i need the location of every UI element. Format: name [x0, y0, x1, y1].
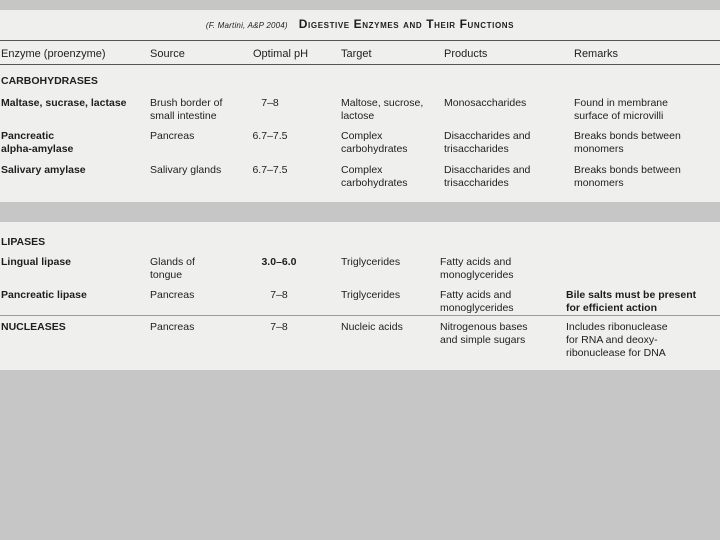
- header-enzyme: Enzyme (proenzyme): [1, 48, 106, 60]
- row-lingual-lipase-ph: 3.0–6.0: [261, 256, 297, 268]
- row-salivary-amylase-target: Complex carbohydrates: [341, 164, 408, 189]
- section-divider: [0, 315, 720, 316]
- header-products: Products: [444, 48, 488, 60]
- row-maltase-ph: 7–8: [261, 97, 279, 109]
- row-nucleases-products: Nitrogenous bases and simple sugars: [440, 321, 528, 346]
- row-nucleases-remarks: Includes ribonuclease for RNA and deoxy- ribonuclease for DNA: [566, 321, 668, 359]
- row-pancreatic-lipase-remarks: Bile salts must be present for efficient action: [566, 289, 697, 314]
- row-lingual-lipase-source: Glands of tongue: [150, 256, 195, 281]
- table-caption: [0, 17, 720, 31]
- section-lipases: LIPASES: [1, 236, 46, 248]
- row-nucleases-target: Nucleic acids: [341, 321, 403, 333]
- citation: (F. Martini, A&P 2004): [205, 21, 288, 30]
- row-salivary-amylase-remarks: Breaks bonds between monomers: [574, 164, 681, 189]
- row-maltase-remarks: Found in membrane surface of microvilli: [574, 97, 668, 122]
- section-carbohydrases: CARBOHYDRASES: [1, 75, 98, 87]
- section-nucleases: NUCLEASES: [1, 321, 66, 333]
- row-maltase-target: Maltose, sucrose, lactose: [341, 97, 424, 122]
- header-target: Target: [341, 48, 372, 60]
- row-lingual-lipase-target: Triglycerides: [341, 256, 401, 268]
- row-pancreatic-amylase-remarks: Breaks bonds between monomers: [574, 130, 681, 155]
- row-pancreatic-amylase-products: Disaccharides and trisaccharides: [444, 130, 531, 155]
- row-pancreatic-lipase-target: Triglycerides: [341, 289, 401, 301]
- row-pancreatic-amylase-target: Complex carbohydrates: [341, 130, 408, 155]
- header-top-rule: [0, 40, 720, 41]
- row-pancreatic-lipase-products: Fatty acids and monoglycerides: [440, 289, 514, 314]
- row-pancreatic-amylase-source: Pancreas: [150, 130, 195, 142]
- table-title: Digestive Enzymes and Their Functions: [298, 17, 515, 31]
- row-salivary-amylase-enzyme: Salivary amylase: [1, 164, 86, 176]
- row-pancreatic-amylase-ph: 6.7–7.5: [252, 130, 288, 142]
- row-salivary-amylase-ph: 6.7–7.5: [252, 164, 288, 176]
- row-maltase-source: Brush border of small intestine: [150, 97, 223, 122]
- row-salivary-amylase-source: Salivary glands: [150, 164, 222, 176]
- header-remarks: Remarks: [574, 48, 619, 60]
- row-nucleases-ph: 7–8: [270, 321, 288, 333]
- row-pancreatic-lipase-enzyme: Pancreatic lipase: [1, 289, 87, 301]
- row-nucleases-source: Pancreas: [150, 321, 195, 333]
- row-pancreatic-lipase-source: Pancreas: [150, 289, 195, 301]
- row-lingual-lipase-products: Fatty acids and monoglycerides: [440, 256, 514, 281]
- row-lingual-lipase-enzyme: Lingual lipase: [1, 256, 72, 268]
- row-pancreatic-lipase-ph: 7–8: [270, 289, 288, 301]
- row-salivary-amylase-products: Disaccharides and trisaccharides: [444, 164, 531, 189]
- row-maltase-products: Monosaccharides: [444, 97, 527, 109]
- header-source: Source: [150, 48, 185, 60]
- header-optimal-ph: Optimal pH: [253, 48, 309, 60]
- header-bottom-rule: [0, 64, 720, 65]
- row-maltase-enzyme: Maltase, sucrase, lactase: [1, 97, 127, 109]
- row-pancreatic-amylase-enzyme: Pancreatic alpha-amylase: [1, 130, 74, 155]
